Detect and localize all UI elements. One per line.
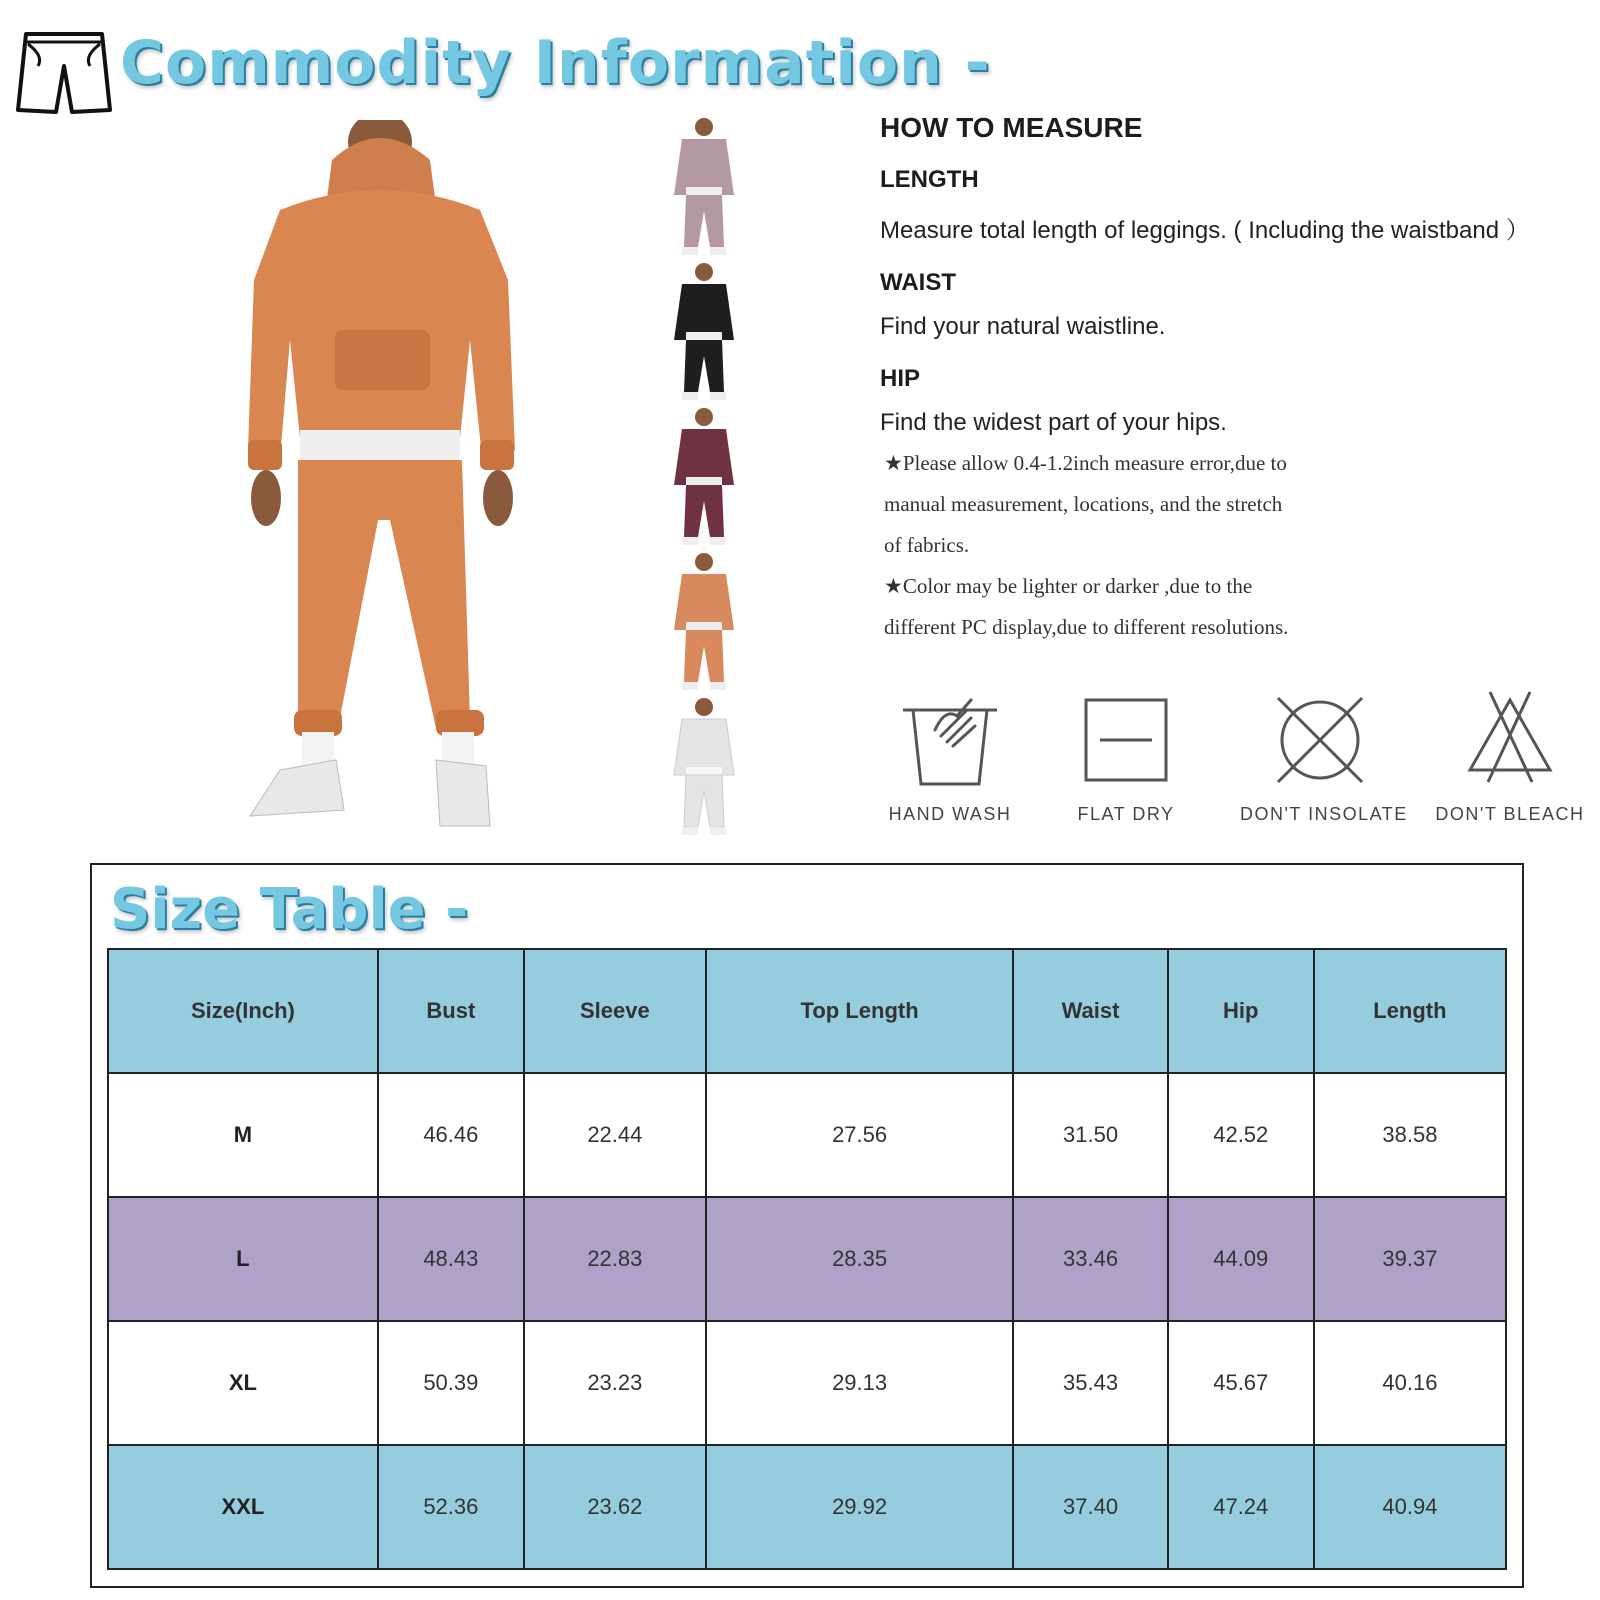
- waist-text: Find your natural waistline.: [880, 313, 1166, 340]
- table-cell: 23.62: [524, 1445, 706, 1569]
- note-line: ★Color may be lighter or darker ,due to the: [884, 574, 1253, 598]
- care-dont-bleach: [1430, 690, 1590, 825]
- table-cell: 50.39: [378, 1321, 524, 1445]
- table-cell: 35.43: [1013, 1321, 1167, 1445]
- care-label: DON'T INSOLATE: [1240, 804, 1408, 824]
- table-cell: 29.13: [706, 1321, 1014, 1445]
- dont-bleach-icon: [1460, 690, 1560, 790]
- table-header-row: [108, 949, 1506, 1073]
- variant-thumbnail[interactable]: [668, 695, 740, 840]
- size-table-title: Size Table -: [110, 877, 469, 942]
- table-cell: 37.40: [1013, 1445, 1167, 1569]
- note-line: of fabrics.: [884, 533, 970, 557]
- color-variants: [668, 115, 740, 840]
- guide-title: HOW TO MEASURE: [880, 112, 1143, 143]
- measure-notes: [884, 443, 1590, 648]
- table-cell: 39.37: [1314, 1197, 1506, 1321]
- table-cell: 46.46: [378, 1073, 524, 1197]
- table-cell: 22.83: [524, 1197, 706, 1321]
- measure-guide: [880, 112, 1590, 648]
- table-cell: 29.92: [706, 1445, 1014, 1569]
- care-hand-wash: [870, 690, 1030, 825]
- table-cell: 44.09: [1168, 1197, 1314, 1321]
- hip-heading: HIP: [880, 365, 921, 392]
- table-row: [108, 1197, 1506, 1321]
- size-cell: XL: [108, 1321, 378, 1445]
- table-row: [108, 1445, 1506, 1569]
- table-cell: 22.44: [524, 1073, 706, 1197]
- care-label: FLAT DRY: [1077, 804, 1175, 824]
- table-cell: 42.52: [1168, 1073, 1314, 1197]
- table-cell: 23.23: [524, 1321, 706, 1445]
- shorts-outline-icon: [14, 30, 114, 118]
- length-text: Measure total length of leggings. ( Including the waistband ）: [880, 217, 1530, 244]
- table-cell: 45.67: [1168, 1321, 1314, 1445]
- care-dont-insolate: [1240, 690, 1408, 825]
- care-flat-dry: [1046, 690, 1206, 825]
- table-row: [108, 1321, 1506, 1445]
- hand-wash-icon: [895, 690, 1005, 790]
- header-cell: Bust: [378, 949, 524, 1073]
- care-label: DON'T BLEACH: [1435, 804, 1585, 824]
- table-cell: 31.50: [1013, 1073, 1167, 1197]
- header-cell: Size(Inch): [108, 949, 378, 1073]
- table-cell: 33.46: [1013, 1197, 1167, 1321]
- hip-text: Find the widest part of your hips.: [880, 409, 1227, 436]
- variant-thumbnail[interactable]: [668, 115, 740, 260]
- table-cell: 38.58: [1314, 1073, 1506, 1197]
- variant-thumbnail[interactable]: [668, 405, 740, 550]
- size-cell: M: [108, 1073, 378, 1197]
- size-table: [107, 948, 1507, 1570]
- table-cell: 48.43: [378, 1197, 524, 1321]
- main-product-photo: [240, 120, 530, 850]
- table-cell: 40.16: [1314, 1321, 1506, 1445]
- waist-heading: WAIST: [880, 269, 956, 296]
- size-table-panel: [90, 863, 1524, 1588]
- table-cell: 28.35: [706, 1197, 1014, 1321]
- length-heading: LENGTH: [880, 166, 979, 193]
- table-cell: 47.24: [1168, 1445, 1314, 1569]
- size-cell: L: [108, 1197, 378, 1321]
- header-cell: Hip: [1168, 949, 1314, 1073]
- note-line: ★Please allow 0.4-1.2inch measure error,due to: [884, 451, 1287, 475]
- table-cell: 52.36: [378, 1445, 524, 1569]
- care-label: HAND WASH: [888, 804, 1012, 824]
- table-cell: 40.94: [1314, 1445, 1506, 1569]
- header-cell: Length: [1314, 949, 1506, 1073]
- variant-thumbnail[interactable]: [668, 550, 740, 695]
- table-row: [108, 1073, 1506, 1197]
- note-line: manual measurement, locations, and the stretch: [884, 492, 1283, 516]
- dont-insolate-icon: [1270, 690, 1370, 790]
- page-title: Commodity Information -: [120, 28, 991, 98]
- header-cell: Waist: [1013, 949, 1167, 1073]
- flat-dry-icon: [1076, 690, 1176, 790]
- header-cell: Sleeve: [524, 949, 706, 1073]
- size-cell: XXL: [108, 1445, 378, 1569]
- header-cell: Top Length: [706, 949, 1014, 1073]
- note-line: different PC display,due to different resolutions.: [884, 615, 1289, 639]
- variant-thumbnail[interactable]: [668, 260, 740, 405]
- table-cell: 27.56: [706, 1073, 1014, 1197]
